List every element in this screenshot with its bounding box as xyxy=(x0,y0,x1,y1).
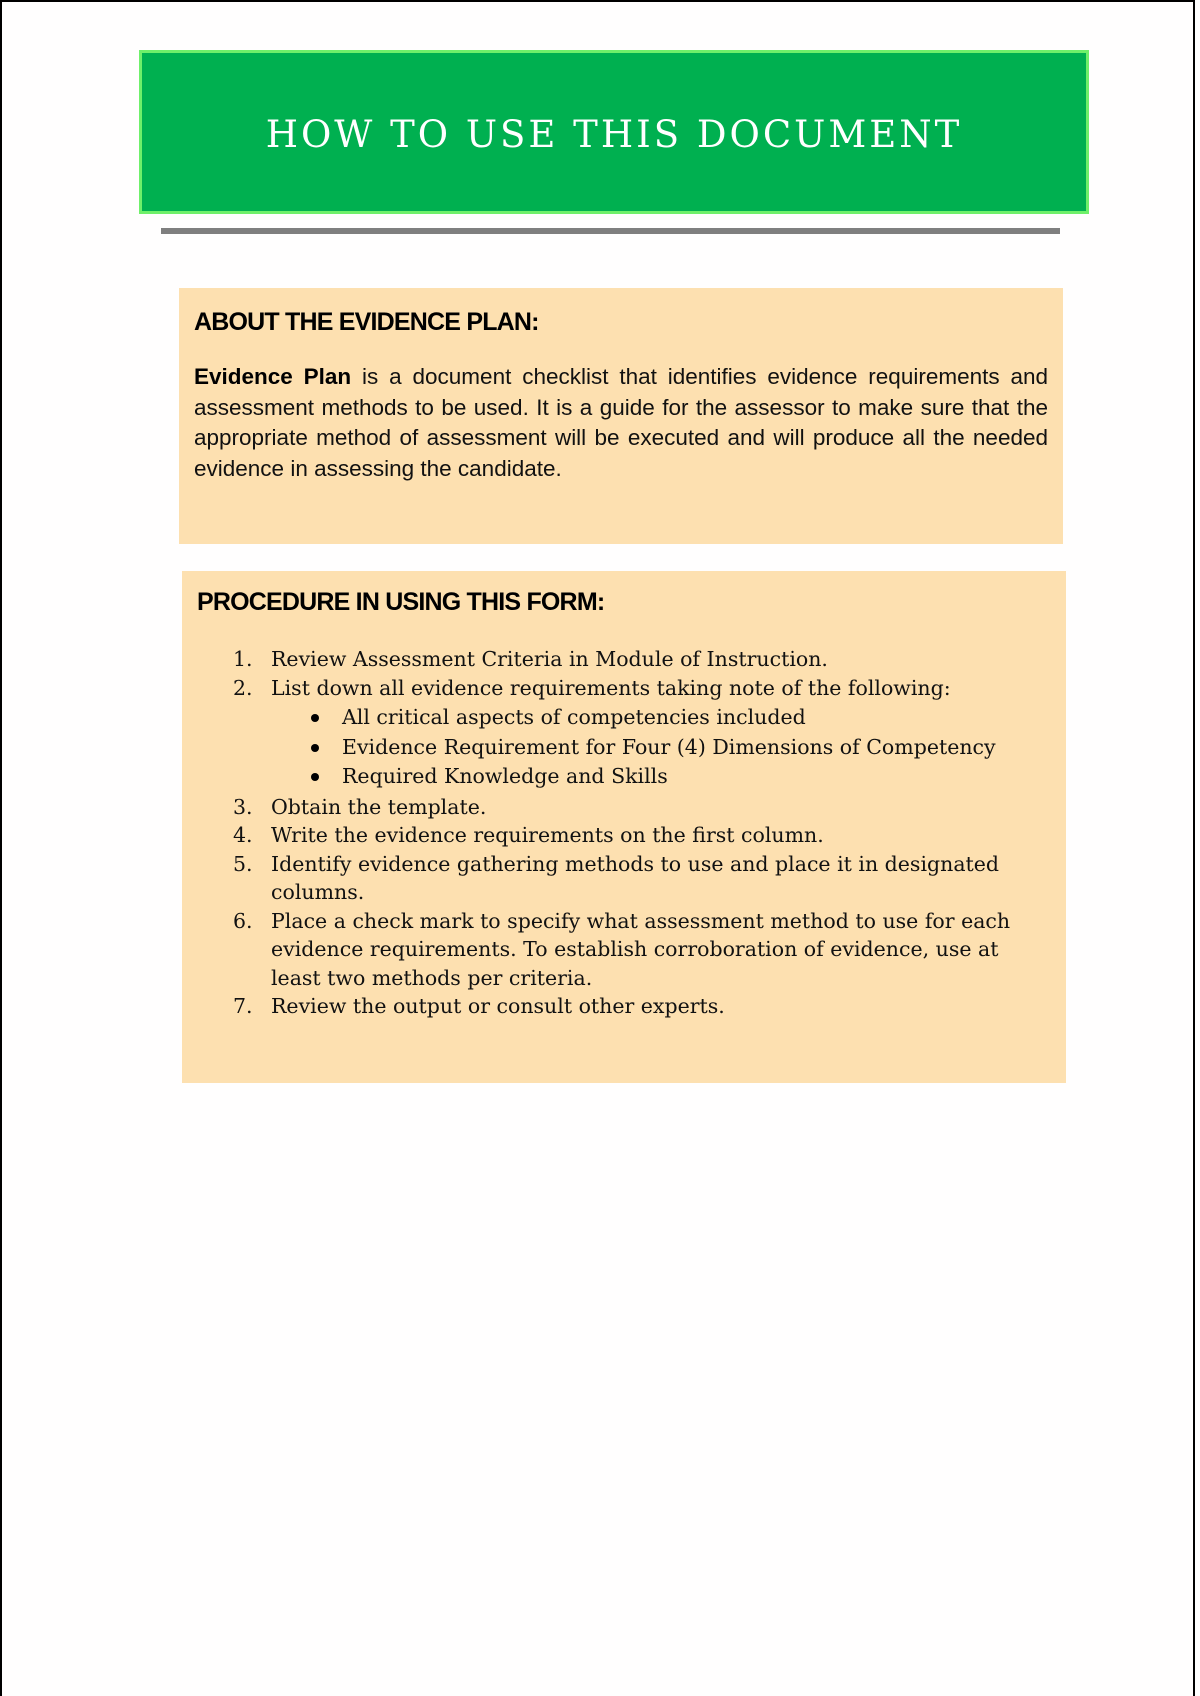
procedure-step xyxy=(197,992,1051,1021)
about-body-text: is a document checklist that identifies evidence requirements and assessment methods to be used. It is a guide for the assessor to make sure that the appropriate method of assessment will be executed and will produce all the needed evidence in assessing the candidate. xyxy=(194,364,1049,481)
procedure-step xyxy=(197,821,1051,850)
procedure-step xyxy=(197,907,1051,993)
step-number: 2. xyxy=(233,675,253,700)
step-text: Identify evidence gathering methods to use and place it in designated columns. xyxy=(271,851,1000,904)
procedure-step xyxy=(197,645,1051,674)
title-banner xyxy=(139,50,1089,214)
step-text: Obtain the template. xyxy=(271,794,487,819)
step-text: List down all evidence requirements taking note of the following: xyxy=(271,675,951,700)
divider-rule xyxy=(161,228,1060,234)
bullet-icon xyxy=(311,773,319,781)
procedure-heading: PROCEDURE IN USING THIS FORM: xyxy=(197,588,605,616)
sublist-item-text: Required Knowledge and Skills xyxy=(342,764,668,788)
procedure-section xyxy=(182,571,1066,1083)
step-number: 7. xyxy=(233,994,253,1018)
about-lead-term: Evidence Plan xyxy=(194,364,352,389)
about-evidence-plan-section xyxy=(179,288,1063,544)
step-text: Review the output or consult other experts. xyxy=(271,994,725,1018)
bullet-icon xyxy=(311,714,319,722)
step-number: 4. xyxy=(233,823,253,847)
step-text: Review Assessment Criteria in Module of Instruction. xyxy=(271,647,828,671)
step-number: 6. xyxy=(233,908,253,933)
procedure-step xyxy=(197,674,1051,791)
about-paragraph xyxy=(194,362,1048,484)
sublist-item-text: Evidence Requirement for Four (4) Dimensions of Competency xyxy=(342,734,996,759)
step-text: Write the evidence requirements on the first column. xyxy=(271,823,824,847)
sublist-item xyxy=(271,762,1051,791)
about-heading: ABOUT THE EVIDENCE PLAN: xyxy=(194,308,539,336)
sublist-item xyxy=(271,733,1051,762)
step-number: 3. xyxy=(233,794,253,819)
evidence-requirements-sublist xyxy=(271,703,1051,791)
step-text: Place a check mark to specify what assessment method to use for each evidence requirements. To establish corroboration of evidence, use at least two methods per criteria. xyxy=(271,908,1011,990)
step-number: 1. xyxy=(233,647,253,671)
bullet-icon xyxy=(311,744,319,752)
sublist-item-text: All critical aspects of competencies included xyxy=(342,705,806,729)
procedure-steps-list xyxy=(197,645,1051,1021)
sublist-item xyxy=(271,703,1051,732)
document-title: HOW TO USE THIS DOCUMENT xyxy=(265,112,963,156)
procedure-step xyxy=(197,850,1051,907)
step-number: 5. xyxy=(233,851,253,876)
procedure-step xyxy=(197,793,1051,822)
